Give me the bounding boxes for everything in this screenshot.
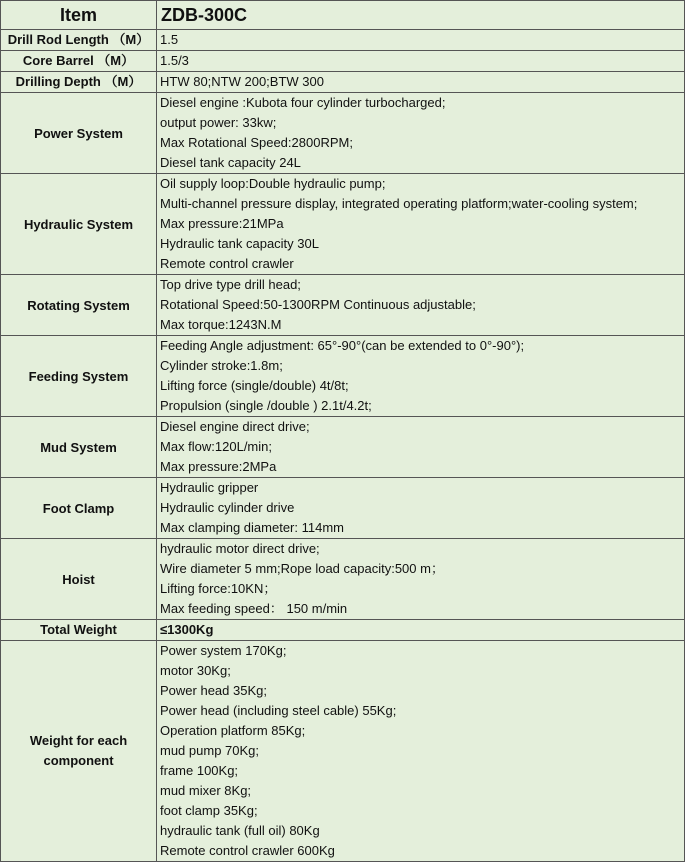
- table-row: [1, 30, 685, 51]
- drill-rod-length-label: Drill Rod Length （M）: [1, 30, 157, 51]
- feeding-system-row: [1, 336, 685, 417]
- foot-clamp-value: Hydraulic gripper Hydraulic cylinder drive Max clamping diameter: 114mm: [157, 478, 685, 539]
- total-weight-row: [1, 620, 685, 641]
- total-weight-value: ≤1300Kg: [157, 620, 685, 641]
- component-weights-value: Power system 170Kg; motor 30Kg; Power head 35Kg; Power head (including steel cable) 55Kg; Operation platform 85Kg; mud pump 70Kg; frame 100Kg; mud mixer 8Kg; foot clamp 35Kg; hydraulic tank (full oil) 80Kg Remote control crawler 600Kg: [157, 641, 685, 862]
- table-row: [1, 72, 685, 93]
- hoist-value: hydraulic motor direct drive; Wire diameter 5 mm;Rope load capacity:500 m； Lifting force:10KN； Max feeding speed： 150 m/min: [157, 539, 685, 620]
- feeding-system-label: Feeding System: [1, 336, 157, 417]
- rotating-system-label: Rotating System: [1, 275, 157, 336]
- hoist-label: Hoist: [1, 539, 157, 620]
- header-model: ZDB-300C: [157, 1, 685, 30]
- header-item: Item: [1, 1, 157, 30]
- power-system-row: [1, 93, 685, 174]
- core-barrel-value: 1.5/3: [157, 51, 685, 72]
- header-row: [1, 1, 685, 30]
- drilling-depth-label: Drilling Depth （M）: [1, 72, 157, 93]
- foot-clamp-row: [1, 478, 685, 539]
- mud-system-label: Mud System: [1, 417, 157, 478]
- power-system-label: Power System: [1, 93, 157, 174]
- feeding-system-value: Feeding Angle adjustment: 65°-90°(can be extended to 0°-90°); Cylinder stroke:1.8m; Lifting force (single/double) 4t/8t; Propulsion (single /double ) 2.1t/4.2t;: [157, 336, 685, 417]
- drilling-depth-value: HTW 80;NTW 200;BTW 300: [157, 72, 685, 93]
- rotating-system-value: Top drive type drill head; Rotational Speed:50-1300RPM Continuous adjustable; Max torque:1243N.M: [157, 275, 685, 336]
- mud-system-value: Diesel engine direct drive; Max flow:120L/min; Max pressure:2MPa: [157, 417, 685, 478]
- component-weights-label: Weight for each component: [1, 641, 157, 862]
- rotating-system-row: [1, 275, 685, 336]
- hoist-row: [1, 539, 685, 620]
- table-row: [1, 51, 685, 72]
- component-weights-row: [1, 641, 685, 862]
- total-weight-label: Total Weight: [1, 620, 157, 641]
- core-barrel-label: Core Barrel （M）: [1, 51, 157, 72]
- power-system-value: Diesel engine :Kubota four cylinder turbocharged; output power: 33kw; Max Rotational Speed:2800RPM; Diesel tank capacity 24L: [157, 93, 685, 174]
- foot-clamp-label: Foot Clamp: [1, 478, 157, 539]
- mud-system-row: [1, 417, 685, 478]
- hydraulic-system-value: Oil supply loop:Double hydraulic pump; Multi-channel pressure display, integrated operating platform;water-cooling system; Max pressure:21MPa Hydraulic tank capacity 30L Remote control crawler: [157, 174, 685, 275]
- hydraulic-system-label: Hydraulic System: [1, 174, 157, 275]
- drill-rod-length-value: 1.5: [157, 30, 685, 51]
- hydraulic-system-row: [1, 174, 685, 275]
